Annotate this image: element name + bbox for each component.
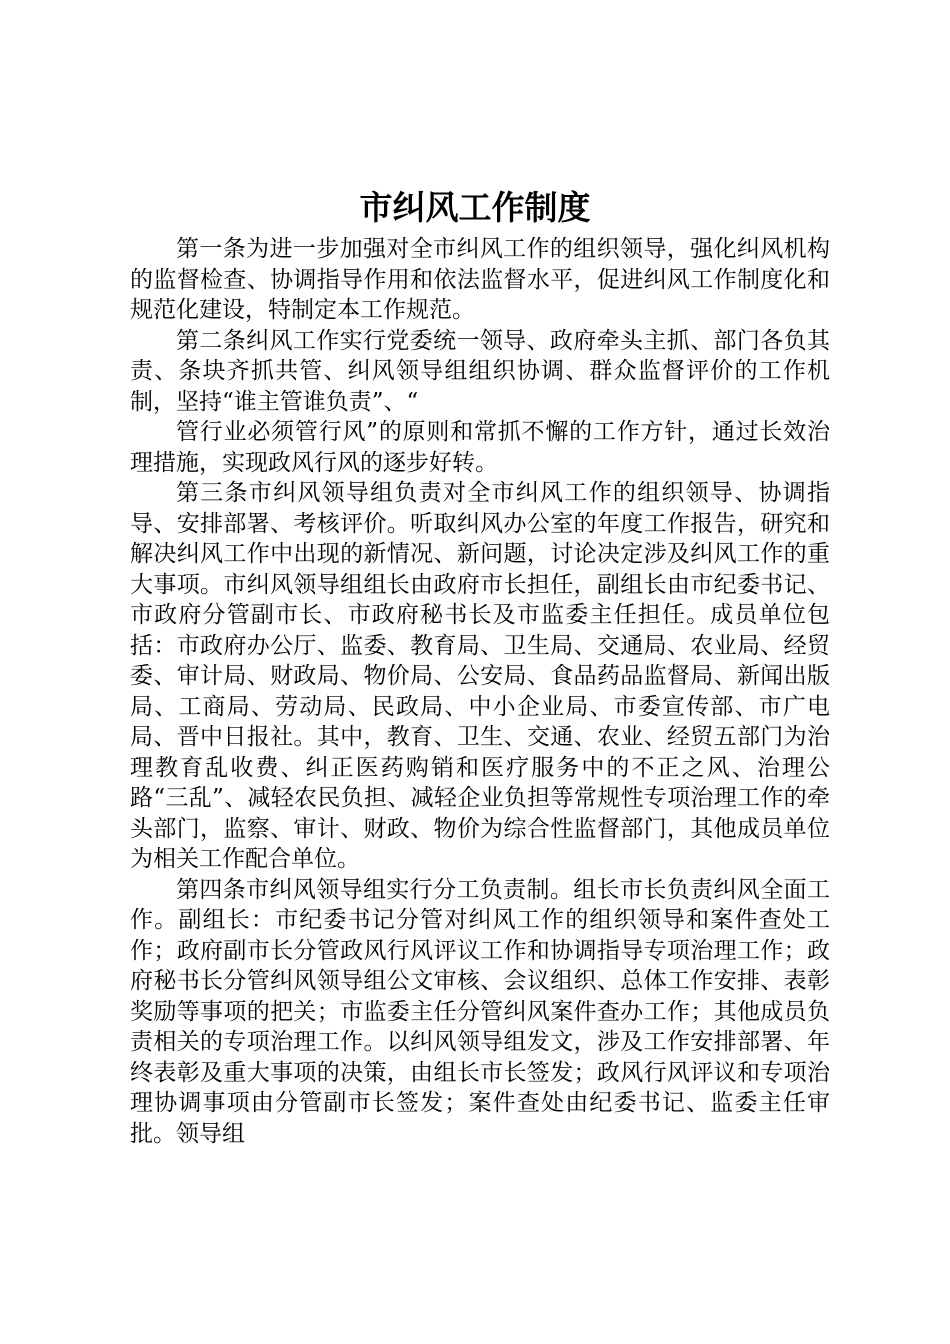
paragraph-article-2: 第二条纠风工作实行党委统一领导、政府牵头主抓、部门各负其责、条块齐抓共管、纠风领导组组织协调、群众监督评价的工作机制，坚持“谁主管谁负责”、“	[130, 327, 830, 415]
document-body	[130, 234, 830, 1149]
paragraph-article-2-continued: 管行业必须管行风”的原则和常抓不懈的工作方针，通过长效治理措施，实现政风行风的逐步好转。	[130, 419, 830, 476]
paragraph-article-3: 第三条市纠风领导组负责对全市纠风工作的组织领导、协调指导、安排部署、考核评价。听取纠风办公室的年度工作报告，研究和解决纠风工作中出现的新情况、新问题，讨论决定涉及纠风工作的重大事项。市纠风领导组组长由政府市长担任，副组长由市纪委书记、市政府分管副市长、市政府秘书长及市监委主任担任。成员单位包括：市政府办公厅、监委、教育局、卫生局、交通局、农业局、经贸委、审计局、财政局、物价局、公安局、食品药品监督局、新闻出版局、工商局、劳动局、民政局、中小企业局、市委宣传部、市广电局、晋中日报社。其中，教育、卫生、交通、农业、经贸五部门为治理教育乱收费、纠正医药购销和医疗服务中的不正之风、治理公路“三乱”、减轻农民负担、减轻企业负担等常规性专项治理工作的牵头部门，监察、审计、财政、物价为综合性监督部门，其他成员单位为相关工作配合单位。	[130, 480, 830, 872]
paragraph-article-1: 第一条为进一步加强对全市纠风工作的组织领导，强化纠风机构的监督检查、协调指导作用和依法监督水平，促进纠风工作制度化和规范化建设，特制定本工作规范。	[130, 236, 830, 323]
paragraph-article-4: 第四条市纠风领导组实行分工负责制。组长市长负责纠风全面工作。副组长：市纪委书记分管对纠风工作的组织领导和案件查处工作；政府副市长分管政风行风评议工作和协调指导专项治理工作；政府秘书长分管纠风领导组公文审核、会议组织、总体工作安排、表彰奖励等事项的把关；市监委主任分管纠风案件查办工作；其他成员负责相关的专项治理工作。以纠风领导组发文，涉及工作安排部署、年终表彰及重大事项的决策，由组长市长签发；政风行风评议和专项治理协调事项由分管副市长签发；案件查处由纪委书记、监委主任审批。领导组	[130, 876, 830, 1147]
document-title: 市纠风工作制度	[359, 188, 591, 227]
